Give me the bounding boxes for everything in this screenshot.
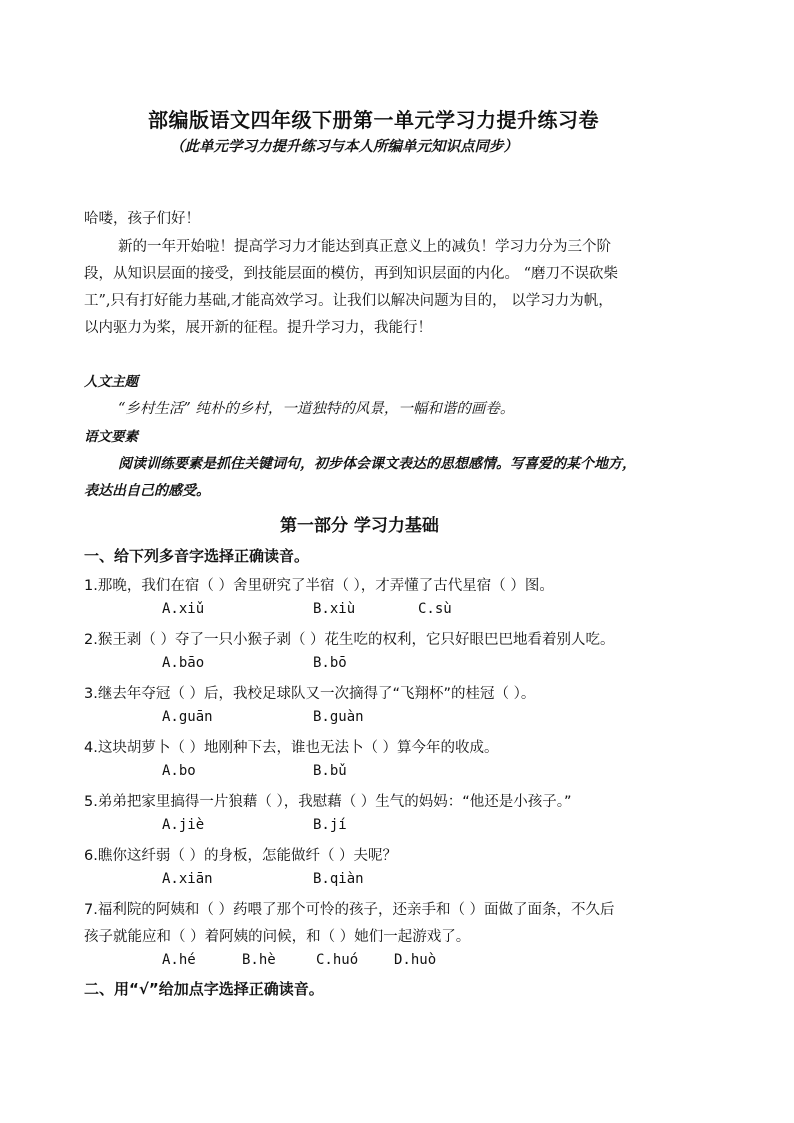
- question-2: 2.猴王剥（ ）夺了一只小猴子剥（ ）花生吃的权利，它只好眼巴巴地看着别人吃。: [84, 632, 615, 648]
- q6-option-b: B.qiàn: [313, 871, 364, 887]
- elements-line-2: 表达出自己的感受。: [84, 483, 210, 499]
- intro-line-2: 段，从知识层面的接受，到技能层面的模仿，再到知识层面的内化。 “磨刀不误砍柴: [84, 266, 619, 282]
- question-4: 4.这块胡萝卜（ ）地刚种下去，谁也无法卜（ ）算今年的收成。: [84, 740, 499, 756]
- q5-option-b: B.jí: [313, 817, 347, 833]
- question-7-line-1: 7.福利院的阿姨和（ ）药喂了那个可怜的孩子，还亲手和（ ）面做了面条，不久后: [84, 902, 615, 918]
- q7-option-a: A.hé: [162, 952, 196, 968]
- section-two-heading: 二、用“√”给加点字选择正确读音。: [84, 980, 324, 998]
- q1-option-c: C.sù: [418, 601, 452, 617]
- q1-option-a: A.xiǔ: [162, 601, 205, 617]
- question-1: 1.那晚，我们在宿（ ）舍里研究了半宿（ ），才弄懂了古代星宿（ ）图。: [84, 578, 554, 594]
- page-title: 部编版语文四年级下册第一单元学习力提升练习卷: [148, 108, 599, 132]
- q4-option-b: B.bǔ: [313, 763, 347, 779]
- q6-option-a: A.xiān: [162, 871, 213, 887]
- intro-line-1: 新的一年开始啦！提高学习力才能达到真正意义上的减负！学习力分为三个阶: [118, 239, 611, 255]
- section-one-heading: 一、给下列多音字选择正确读音。: [84, 547, 310, 565]
- question-5: 5.弟弟把家里搞得一片狼藉（ ），我慰藉（ ）生气的妈妈：“他还是小孩子。”: [84, 794, 572, 810]
- part-one-title: 第一部分 学习力基础: [280, 516, 439, 536]
- question-6: 6.瞧你这纤弱（ ）的身板，怎能做纤（ ）夫呢？: [84, 848, 398, 864]
- q4-option-a: A.bo: [162, 763, 196, 779]
- theme-text: “乡村生活” 纯朴的乡村，一道独特的风景，一幅和谐的画卷。: [118, 401, 515, 417]
- intro-line-3: 工”,只有打好能力基础,才能高效学习。让我们以解决问题为目的， 以学习力为帆，: [84, 293, 613, 309]
- theme-label: 人文主题: [84, 374, 138, 390]
- q2-option-a: A.bāo: [162, 655, 205, 671]
- q7-option-c: C.huó: [316, 952, 359, 968]
- q7-option-b: B.hè: [242, 952, 276, 968]
- question-3: 3.继去年夺冠（ ）后，我校足球队又一次摘得了“飞翔杯”的桂冠（ ）。: [84, 686, 536, 702]
- q2-option-b: B.bō: [313, 655, 347, 671]
- q5-option-a: A.jiè: [162, 817, 205, 833]
- elements-line-1: 阅读训练要素是抓住关键词句，初步体会课文表达的思想感情。写喜爱的某个地方，: [118, 456, 636, 472]
- question-7-line-2: 孩子就能应和（ ）着阿姨的问候，和（ ）她们一起游戏了。: [84, 929, 471, 945]
- q7-option-d: D.huò: [394, 952, 437, 968]
- q1-option-b: B.xiù: [313, 601, 356, 617]
- q3-option-b: B.guàn: [313, 709, 364, 725]
- greeting: 哈喽，孩子们好！: [84, 211, 200, 227]
- q3-option-a: A.guān: [162, 709, 213, 725]
- intro-line-4: 以内驱力为桨，展开新的征程。提升学习力，我能行！: [84, 320, 432, 336]
- elements-label: 语文要素: [84, 429, 138, 445]
- page-subtitle: （此单元学习力提升练习与本人所编单元知识点同步）: [170, 138, 518, 155]
